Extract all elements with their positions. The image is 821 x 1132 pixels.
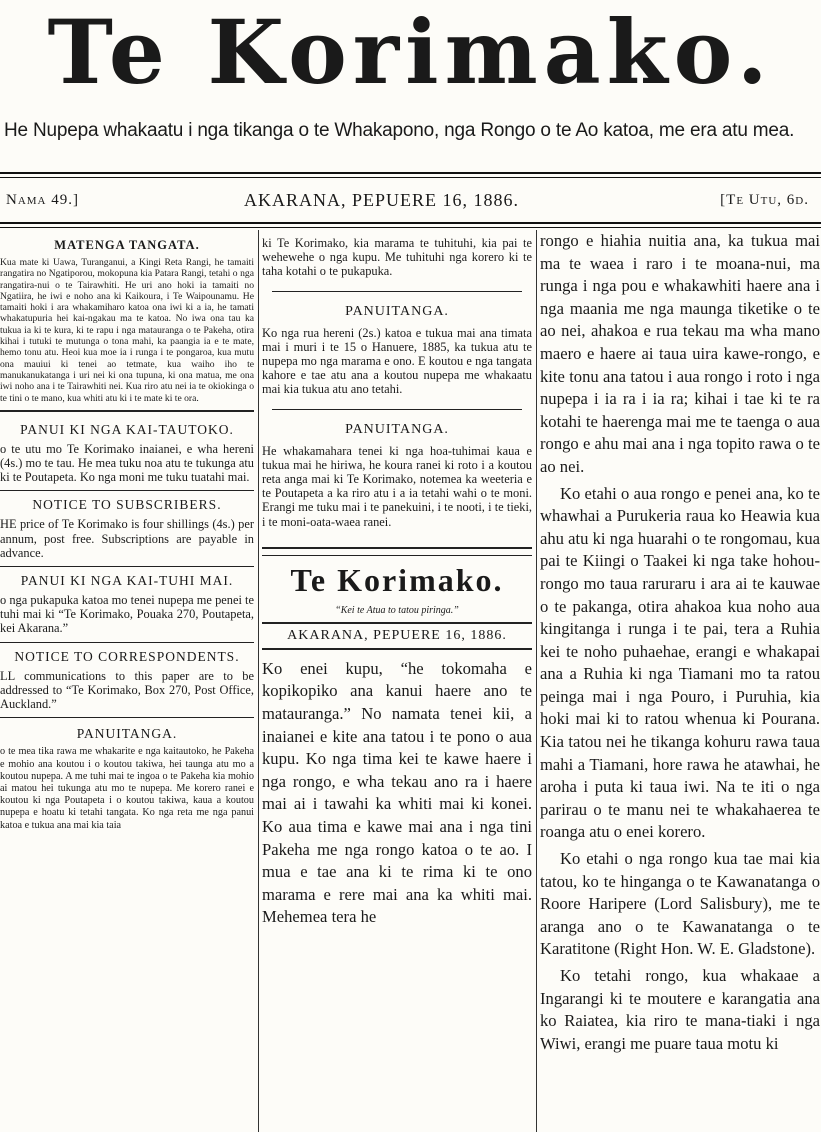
dateline-rule bbox=[0, 222, 821, 224]
column-3 bbox=[540, 230, 820, 1132]
tautoko-section bbox=[0, 422, 254, 485]
dateline bbox=[0, 190, 821, 214]
divider bbox=[0, 717, 254, 718]
column-2 bbox=[262, 230, 532, 1132]
dateline-rule-thin bbox=[0, 227, 821, 228]
tautoko-text: o te utu mo Te Korimako inaianei, e wha hereni (4s.) mo te tau. He mea tuku noa atu te tukunga atu ki te Poutapeta. Ko nga moni me tuku tuatahi mai. bbox=[0, 441, 254, 485]
panui1-section bbox=[262, 304, 532, 397]
masthead bbox=[0, 0, 821, 141]
panui1-text: Ko nga rua hereni (2s.) katoa e tukua mai ana timata mai i muri i te 15 o Hanuere, 1885, ka tukua atu te nupepa mo nga marama e ono. E koutou e nga tangata kahore e tae atu ana a koutou nupepa me whakaatu mai kia tukua atu ano tetahi. bbox=[262, 325, 532, 397]
matenga-section bbox=[0, 238, 254, 404]
divider bbox=[262, 555, 532, 556]
panui1-heading: PANUITANGA. bbox=[345, 303, 449, 319]
kaituhi-text: o nga pukapuka katoa mo tenei nupepa me penei te tuhi mai ki “Te Korimako, Pouaka 270, Poutapeta, kei Akarana.” bbox=[0, 593, 254, 636]
news-paragraph-2: Ko etahi o aua rongo e penei ana, ko te whawhai a Purukeria raua ko Heawia kua ahu atu ki nga huarahi o te rongomau, kua pai te Kiingi o Taakei ki nga take hohou-rongo mo taua raruraru i ara ai te kauwae o te pakanga, otira ahakoa kua noho aua kingitanga i runga i te pai, tera a Ruhia kei te noho puhaehae, erangi e whakapai ana a Ruhia ki nga Tiamani mo ta ratou peinga mai i nga Pouro, i Puruhia, kia hoki mai ki to ratou whenua ki Pourana. Kia tatou nei he tikanga kohuru rawa taua mahi a Tiamani, hore rawa he atawhai, he aroha i puta ki taua iwi. Na te iti o nga parirau o te manu nei te whakahaerea te roanga atu o enei korero. bbox=[540, 483, 820, 842]
correspondents-section bbox=[0, 649, 254, 712]
editorial-masthead: Te Korimako. bbox=[290, 561, 504, 598]
matenga-text: Kua mate ki Uawa, Turanganui, a Kingi Reta Rangi, he tamaiti rangatira no Ngatiporou, mokopuna kia Patara Rangi, tetahi o nga rangatira-nui o te Tairawhiti. He uri ano hoki ia tamaiti no Ngatiira, he iwi e noho ana ki Kaikoura, i Te Waipounamu. He tamaiti hoki i ara whakamiharo katoa ona iwi ki a ia, he tamati whakatupuria hei kai-ngakau ma te katoa. No iwa ona tau ka tukua ia ki te kura, ki te rapu i nga matauranga o te Pakeha, otira kihai i tutuki te mutunga o tona mahi, ka paangia ia e te mate, hemo tonu atu. Heoi kua moe ia i runga i te pongaroa, kua mutu ona mauiui ki tenei ao tetmate, kua waiho iho te manukanukatanga i uri nei ki ona tupuna, ki ona matua, me ona iwi noho ana i te Tairawhiti nei. Kua riro atu nei ia te okiokinga o te tini o te mano, kua whiti atu ki i te mate ki te ora. bbox=[0, 257, 254, 404]
kaituhi-heading: PANUI KI NGA KAI-TUHI MAI. bbox=[20, 573, 234, 589]
column-divider-2 bbox=[536, 230, 537, 1132]
news-paragraph-1: rongo e hiahia nuitia ana, ka tukua mai ma te waea i raro i te moana-nui, ma runga i nga pou e whakawhiti haere ana i nga maania me nga maunga tiketike o te ao nei, ahakoa e rua tekau ma wha mano maero e haere ai taua uira kawe-rongo, e kite tonu ana tatou i aua rongo i roto i nga nupepa i ia ra i ia ra; kihai i tae ki te ra kotahi te haerenga mai me te taenga o aua rongo e ahu mai ana i nga topito rawa o te ao nei. bbox=[540, 231, 820, 476]
divider bbox=[0, 490, 254, 491]
divider bbox=[262, 648, 532, 650]
divider bbox=[262, 547, 532, 549]
kaituhi-section bbox=[0, 573, 254, 636]
divider bbox=[0, 642, 254, 643]
divider bbox=[272, 409, 522, 410]
panuitanga-section bbox=[0, 726, 254, 831]
issue-price: [Te Utu, 6d. bbox=[720, 192, 809, 208]
top-rule-thin bbox=[0, 177, 821, 178]
issue-date: AKARANA, PEPUERE 16, 1886. bbox=[244, 190, 520, 210]
panui2-text: He whakamahara tenei ki nga hoa-tuhimai kaua e tukua mai he hiriwa, he koura ranei ki roto i a koutou reta anga mai ki Te Korimako, notemea ka weeteria e te Poutapeta a ka riro atu i a ia tetahi wahi o te moni. Erangi me tuku mai i te panekuini, i te nooti, i te tieki, i te moni-oata-waea ranei. bbox=[262, 443, 532, 529]
column-divider-1 bbox=[258, 230, 259, 1132]
panuitanga-text: o te mea tika rawa me whakarite e nga kaitautoko, he Pakeha e mohio ana koutou i o koutou takiwa, hei taunga atu mo a koutou nupepa. A me tuhi mai te ingoa o te Pakeha kia mohio ai matou hei tukunga atu mo te nupepa. Me korero ranei e koutou ki nga Poutapeta i o koutou takiwa, kaua a koutou nupepa e hoatu ki tetahi tangata. Ko nga reta me nga panui katoa e tukua ana mai kia taia bbox=[0, 746, 254, 831]
subscribers-section bbox=[0, 497, 254, 560]
subscribers-heading: NOTICE TO SUBSCRIBERS. bbox=[32, 497, 222, 513]
correspondents-text: LL communications to this paper are to be addressed to “Te Korimako, Box 270, Post Office, Auckland.” bbox=[0, 668, 254, 712]
top-rule bbox=[0, 172, 821, 174]
matenga-heading: MATENGA TANGATA. bbox=[54, 238, 200, 252]
divider bbox=[272, 291, 522, 292]
subscribers-text: HE price of Te Korimako is four shillings (4s.) per annum, post free. Subscriptions are payable in advance. bbox=[0, 517, 254, 560]
issue-number: Nama 49.] bbox=[6, 192, 79, 208]
panuitanga-heading: PANUITANGA. bbox=[76, 726, 178, 742]
tautoko-heading: PANUI KI NGA KAI-TAUTOKO. bbox=[20, 421, 234, 437]
divider bbox=[0, 566, 254, 567]
divider bbox=[0, 410, 254, 412]
news-paragraph-4: Ko tetahi rongo, kua whakaae a Ingarangi ki te moutere e karangatia ana ko Raiatea, kia riro te mana-tiaki i nga Wiwi, erangi me puare taua motu ki bbox=[540, 966, 820, 1053]
divider bbox=[262, 622, 532, 624]
continued-text: ki Te Korimako, kia marama te tuhituhi, kia pai te wehewehe o nga kupu. Me tuhituhi nga korero ki te taha kotahi o te pukapuka. bbox=[262, 236, 532, 279]
editorial-motto: “Kei te Atua to tatou piringa.” bbox=[335, 604, 459, 616]
newspaper-title: Te Korimako. bbox=[47, 0, 774, 104]
newspaper-subtitle: He Nupepa whakaatu i nga tikanga o te Whakapono, nga Rongo o te Ao katoa, me era atu mea. bbox=[4, 120, 795, 141]
news-paragraph-3: Ko etahi o nga rongo kua tae mai kia tatou, ko te hinganga o te Kawanatanga o Roore Haripere (Lord Salisbury), me te aranga ano o te Kawanatanga o te Karatitone (Right Hon. W. E. Gladstone). bbox=[540, 849, 820, 959]
panui2-section bbox=[262, 422, 532, 529]
correspondents-heading: NOTICE TO CORRESPONDENTS. bbox=[14, 648, 240, 664]
column-1 bbox=[0, 230, 254, 1132]
panui2-heading: PANUITANGA. bbox=[345, 421, 449, 437]
editorial-date: AKARANA, PEPUERE 16, 1886. bbox=[287, 627, 507, 643]
editorial-text: Ko enei kupu, “he tokomaha e kopikopiko ana kanui haere ano te matauranga.” No namata tenei kii, a inaianei e kite ana tatou i te pono o aua kupu. Ko nga tima kei te kawe haere i nga rongo, e wha tekau ano ra i haere mai ai i tawahi ka whiti mai ki konei. Ko aua tima e kawe mai ana i nga tini Pakeha me nga rongo katoa o te ao. I mua e tae ana ki te rima ki te ono marama e rere mai ana ka whiti mai. Mehemea tera he bbox=[262, 658, 532, 927]
